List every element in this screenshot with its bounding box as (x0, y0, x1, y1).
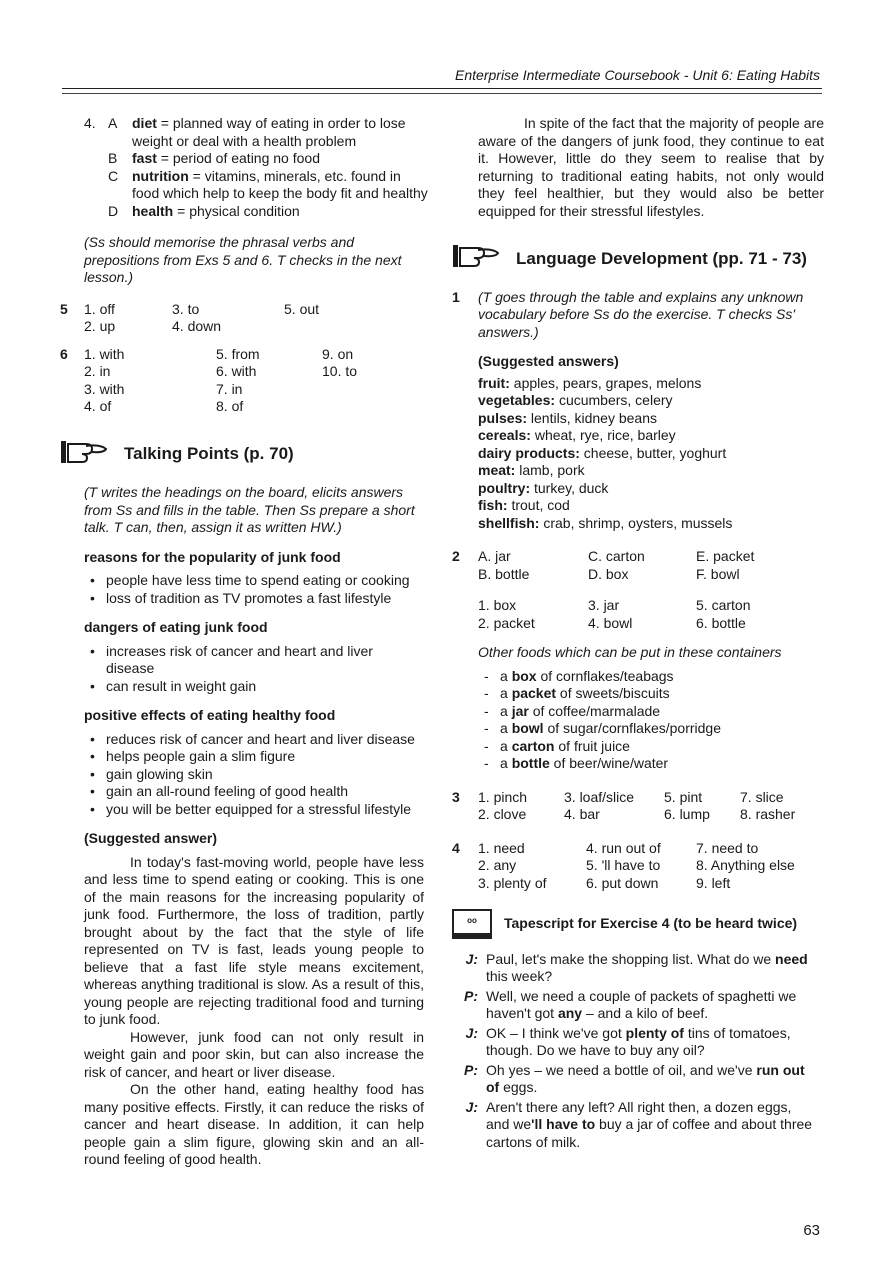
bullet-list (84, 572, 424, 607)
speaker: P: (464, 987, 478, 1004)
definition-letter: B (108, 150, 118, 166)
category-items: wheat, rye, rice, barley (534, 427, 676, 443)
answer: C. carton (588, 548, 645, 564)
definition-term: health (132, 202, 174, 219)
category-items: lamb, pork (519, 462, 585, 478)
answer: 1. need (478, 839, 525, 856)
text: tins of tomatoes, though. Do we have to buy any oil? (486, 1024, 791, 1058)
section-title: Language Development (pp. 71 - 73) (516, 248, 807, 268)
definition-row (108, 168, 430, 203)
bullet-item: • you will be better equipped for a stressful lifestyle (84, 801, 424, 819)
answer: 6. lump (664, 806, 710, 822)
definition-row (108, 203, 430, 221)
category-label: fruit: (478, 374, 510, 391)
answer: 9. left (696, 874, 731, 891)
category-label: pulses: (478, 409, 528, 426)
food-category-row (478, 445, 824, 463)
pointing-hand-icon (60, 438, 112, 471)
category-items: trout, cod (511, 497, 570, 513)
answer: A. jar (478, 548, 511, 564)
text: of beer/wine/water (549, 755, 669, 771)
subheading: positive effects of eating healthy food (84, 707, 336, 723)
definition-body (132, 150, 320, 168)
answer: 3. jar (588, 597, 620, 613)
category-items: cheese, butter, yoghurt (583, 444, 727, 461)
definition-term: diet (132, 115, 157, 131)
exercise-1 (452, 289, 824, 533)
tapescript-section (452, 909, 824, 1152)
answer: 8. Anything else (696, 857, 795, 873)
container-word: bowl (511, 720, 544, 736)
container-word: bottle (511, 755, 550, 771)
text: Oh yes – we need a bottle of oil, and we've (486, 1061, 757, 1078)
definition-text: = planned way of eating in order to lose weight or deal with a health problem (132, 115, 406, 149)
dialogue-text (486, 1025, 816, 1060)
exercise-4 (452, 840, 824, 893)
answer: 2. packet (478, 614, 535, 631)
talking-points-section (60, 438, 430, 1169)
page-number: 63 (803, 1222, 820, 1239)
bullet-item: • loss of tradition as TV promotes a fast lifestyle (84, 590, 424, 608)
answer: 1. pinch (478, 788, 528, 805)
answer: 6. with (216, 363, 257, 379)
container-item (478, 703, 824, 721)
text: a (500, 720, 512, 736)
text: buy a jar of coffee and about three cartons of milk. (486, 1116, 813, 1150)
definition-row (108, 150, 430, 168)
dialogue-line (456, 1099, 816, 1152)
bullet-item: • gain an all-round feeling of good health (84, 783, 424, 801)
left-column (60, 115, 430, 1169)
answer: F. bowl (696, 565, 740, 582)
suggested-answer-label: (Suggested answers) (478, 353, 619, 369)
exercise-number: 2 (452, 548, 460, 564)
answer: 10. to (322, 363, 358, 379)
exercise-4-definitions (60, 115, 430, 220)
subheading: dangers of eating junk food (84, 619, 268, 635)
category-label: cereals: (478, 427, 531, 443)
answer: 5. pint (664, 788, 703, 805)
text: a (500, 755, 512, 771)
instruction: (T writes the headings on the board, elicits answers from Ss and fills in the table. Then Ss prepare a short talk. T can, then, assign it as written HW.) (84, 484, 415, 535)
answer: 1. off (84, 300, 115, 317)
definition-text: = physical condition (177, 202, 300, 219)
text: Aren't there any left? All right then, a dozen eggs, and we (486, 1098, 792, 1132)
container-word: carton (511, 737, 555, 754)
bullet-item: • gain glowing skin (84, 766, 424, 784)
text: a (500, 685, 512, 701)
answer: 4. bar (564, 806, 600, 822)
right-column (452, 115, 824, 1153)
definition-text: = vitamins, minerals, etc. found in food which help to keep the body fit and healthy (132, 167, 428, 201)
answer: 3. plenty of (478, 874, 547, 891)
container-item (478, 720, 824, 738)
answer: 1. with (84, 345, 125, 362)
food-category-row (478, 375, 824, 393)
answer: 8. of (216, 398, 244, 414)
dialogue-line (456, 988, 816, 1023)
answer: 5. from (216, 345, 260, 362)
category-label: poultry: (478, 479, 531, 496)
containers-title: Other foods which can be put in these containers (478, 644, 782, 660)
section-heading (452, 909, 824, 939)
answer: 3. loaf/slice (564, 788, 635, 805)
food-category-row (478, 410, 824, 428)
container-word: jar (511, 702, 529, 719)
category-items: lentils, kidney beans (530, 409, 657, 426)
definition-text: = period of eating no food (160, 150, 320, 166)
highlighted-phrase: 'll have to (531, 1116, 596, 1132)
category-label: fish: (478, 497, 508, 513)
definition-term: fast (132, 150, 157, 166)
category-items: turkey, duck (534, 479, 609, 496)
definition-body (132, 203, 300, 221)
text: of sugar/cornflakes/porridge (543, 720, 722, 736)
definition-body (132, 168, 430, 203)
text: OK – I think we've got (486, 1024, 626, 1041)
category-items: cucumbers, celery (558, 392, 673, 408)
header-rule-thin (62, 93, 822, 94)
category-label: dairy products: (478, 444, 580, 461)
speaker: J: (465, 950, 478, 967)
dialogue-text (486, 988, 816, 1023)
container-word: packet (511, 685, 557, 701)
bullet-item: • increases risk of cancer and heart and liver disease (84, 643, 424, 678)
definition-row (108, 115, 430, 150)
subheading: reasons for the popularity of junk food (84, 548, 341, 565)
bullet-list (84, 731, 424, 819)
answer: 4. run out of (586, 839, 661, 856)
bullet-item: • helps people gain a slim figure (84, 748, 424, 766)
text: of cornflakes/teabags (536, 667, 674, 684)
exercise-number: 1 (452, 288, 460, 305)
highlighted-phrase: any (557, 1005, 583, 1021)
answer: 2. up (84, 318, 116, 334)
answer: 1. box (478, 597, 517, 613)
answer: 2. in (84, 363, 111, 379)
answer: 7. need to (696, 839, 759, 856)
container-item (478, 685, 824, 703)
highlighted-phrase: run out of (486, 1061, 805, 1095)
answer: 6. put down (586, 874, 659, 891)
container-item (478, 668, 824, 686)
dialogue-line (456, 1062, 816, 1097)
answer: D. box (588, 565, 629, 582)
section-title: Tapescript for Exercise 4 (to be heard twice) (504, 914, 798, 931)
dialogue-text (486, 951, 816, 986)
text: a (500, 702, 512, 719)
exercise-5 (60, 301, 430, 336)
dialogue-text (486, 1062, 816, 1097)
exercise-2 (452, 548, 824, 773)
answer: 2. any (478, 857, 517, 873)
answer: 4. down (172, 318, 222, 334)
answer: 4. of (84, 398, 112, 414)
bullet-list (84, 643, 424, 696)
suggested-answer-label: (Suggested answer) (84, 830, 218, 846)
text: a (500, 667, 512, 684)
pointing-hand-icon (452, 242, 504, 275)
answer: 3. with (84, 380, 125, 397)
text: Paul, let's make the shopping list. What do we (486, 950, 776, 967)
answer: 3. to (172, 300, 200, 317)
cassette-icon: oo (452, 909, 492, 939)
dialogue-line (456, 951, 816, 986)
answer: 5. 'll have to (586, 857, 661, 873)
container-item (478, 738, 824, 756)
category-label: vegetables: (478, 392, 556, 408)
section-heading (60, 438, 430, 471)
text: of coffee/marmalade (528, 702, 661, 719)
category-label: shellfish: (478, 514, 540, 531)
speaker: J: (465, 1098, 478, 1115)
answer: 5. out (284, 300, 320, 317)
answer: 6. bottle (696, 614, 746, 631)
text: of sweets/biscuits (556, 685, 670, 701)
definition-term: nutrition (132, 167, 189, 184)
dash-list (478, 668, 824, 773)
paragraph: In today's fast-moving world, people have less and less time to spend eating or cooking. This is one of the main reasons for the increasing popularity of junk food. Furthermore, the loss of tradition, partly brought about by the fact that the style of life represented on TV is fast, leads young people to believe that a fast life style means excitement, whereas anything traditional is slow. As a result of this, young people are rejecting traditional food and turning to junk food. (84, 853, 424, 1027)
note: (Ss should memorise the phrasal verbs and prepositions from Exs 5 and 6. T checks in the next lesson.) (84, 234, 402, 285)
page-header: Enterprise Intermediate Coursebook - Unit 6: Eating Habits (455, 67, 820, 83)
definition-letter: C (108, 167, 119, 184)
definition-letter: D (108, 202, 119, 219)
answer: 2. clove (478, 806, 527, 822)
category-items: crab, shrimp, oysters, mussels (543, 514, 733, 531)
container-word: box (511, 667, 537, 684)
text: Well, we need a couple of packets of spaghetti we haven't got (486, 987, 797, 1021)
exercise-number: 6 (60, 345, 68, 362)
paragraph: However, junk food can not only result in weight gain and poor skin, but can also increase the risk of cancer, and heart or liver disease. (84, 1028, 424, 1080)
exercise-number: 4. (84, 115, 96, 131)
paragraph: In spite of the fact that the majority of people are aware of the dangers of junk food, they continue to eat it. However, little do they seem to realise that by returning to traditional eating habits, not only would they feel healthier, but they would also be better equipped for their stressful lifestyles. (478, 115, 824, 219)
answer: 5. carton (696, 597, 751, 613)
paragraph: On the other hand, eating healthy food has many positive effects. Firstly, it can reduce the risks of cancer and heart disease. In addition, it can help people gain a slim figure, glowing skin and an all-round feeling of good health. (84, 1081, 424, 1167)
definition-body (132, 115, 430, 150)
category-items: apples, pears, grapes, melons (513, 374, 702, 391)
bullet-item: • people have less time to spend eating or cooking (84, 572, 424, 590)
definition-letter: A (108, 115, 118, 131)
food-category-row (478, 462, 824, 480)
answer: 4. bowl (588, 614, 633, 631)
exercise-number: 5 (60, 300, 68, 317)
answer: B. bottle (478, 565, 530, 582)
speaker: J: (465, 1024, 478, 1041)
speaker: P: (464, 1061, 478, 1078)
food-category-row (478, 515, 824, 533)
food-category-row (478, 497, 824, 515)
dialogue (452, 951, 816, 1152)
exercise-number: 3 (452, 788, 460, 805)
category-label: meat: (478, 462, 516, 478)
exercise-6 (60, 346, 430, 416)
text: – and a kilo of beef. (582, 1005, 709, 1021)
section-title: Talking Points (p. 70) (124, 444, 294, 463)
bullet-item: • reduces risk of cancer and heart and liver disease (84, 731, 424, 749)
answer: 7. slice (740, 788, 784, 805)
bullet-item: • can result in weight gain (84, 678, 424, 696)
text: a (500, 737, 512, 754)
exercise-number: 4 (452, 839, 460, 856)
header-rule (62, 88, 822, 89)
instruction: (T goes through the table and explains any unknown vocabulary before Ss do the exercise. T checks Ss' answers.) (478, 288, 804, 340)
food-category-row (478, 427, 824, 445)
highlighted-phrase: plenty of (625, 1024, 684, 1041)
food-category-row (478, 392, 824, 410)
dialogue-text (486, 1099, 816, 1152)
highlighted-phrase: need (775, 950, 808, 967)
text: of fruit juice (554, 737, 630, 754)
answer: 9. on (322, 345, 354, 362)
container-item (478, 755, 824, 773)
answer: 7. in (216, 380, 243, 397)
text: this week? (486, 968, 553, 984)
exercise-3 (452, 789, 824, 824)
dialogue-line (456, 1025, 816, 1060)
section-heading (452, 242, 824, 275)
answer: 8. rasher (740, 806, 796, 822)
food-category-row (478, 480, 824, 498)
text: eggs. (499, 1079, 538, 1095)
answer: E. packet (696, 548, 755, 564)
